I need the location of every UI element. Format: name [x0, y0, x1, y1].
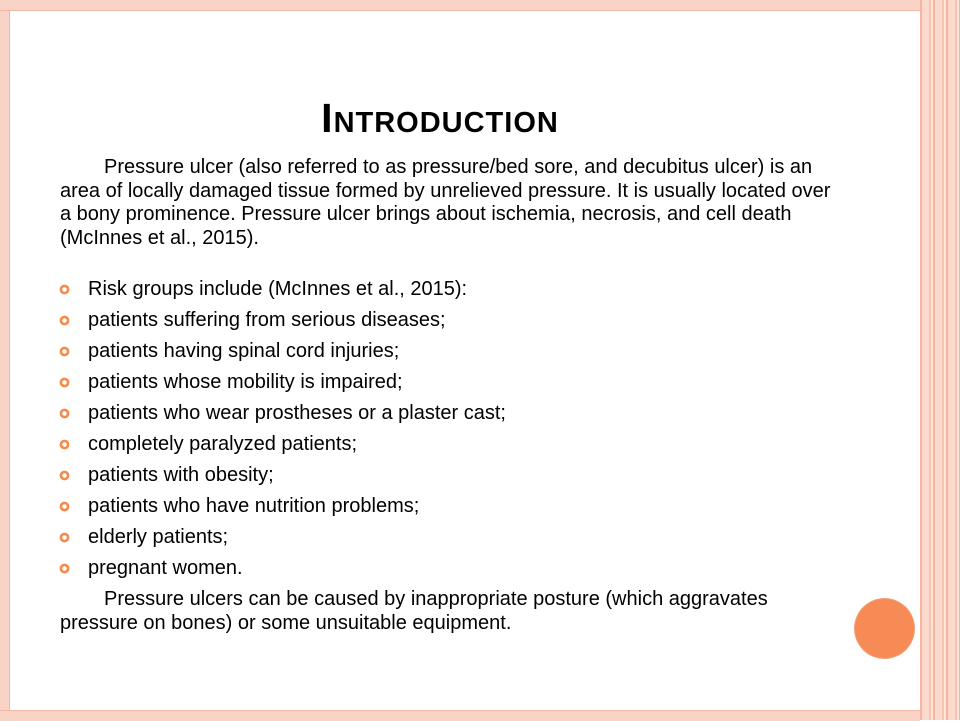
bullet-icon	[59, 501, 70, 512]
bullet-icon	[59, 284, 70, 295]
decorative-stripes	[920, 0, 960, 720]
list-item	[56, 522, 846, 553]
slide-frame-top	[0, 0, 920, 11]
list-item	[56, 460, 846, 491]
list-item	[56, 553, 846, 584]
bullet-icon	[59, 315, 70, 326]
list-item	[56, 367, 846, 398]
intro-paragraph: Pressure ulcer (also referred to as pressure/bed sore, and decubitus ulcer) is an area of locally damaged tissue formed by unrelieved pressure. It is usually located over a bony prominence. Pressure ulcer brings about ischemia, necrosis, and cell death (McInnes et al., 2015).	[60, 156, 831, 249]
bullet-icon	[59, 346, 70, 357]
list-item-text: patients who wear prostheses or a plaster cast;	[88, 402, 506, 424]
bullet-icon	[59, 470, 70, 481]
list-item-text: patients having spinal cord injuries;	[88, 340, 400, 362]
list-item	[56, 305, 846, 336]
list-item-text: Risk groups include (McInnes et al., 2015):	[88, 278, 468, 300]
decorative-circle	[855, 599, 914, 658]
list-item	[56, 491, 846, 522]
list-item-text: pregnant women.	[88, 557, 243, 579]
list-item-text: patients whose mobility is impaired;	[88, 371, 403, 393]
bullet-icon	[59, 563, 70, 574]
list-item-text: patients who have nutrition problems;	[88, 495, 420, 517]
bullet-icon	[59, 408, 70, 419]
list-item-text: patients with obesity;	[88, 464, 274, 486]
slide-frame-bottom	[0, 710, 920, 721]
list-item-text: completely paralyzed patients;	[88, 433, 358, 455]
list-item	[56, 398, 846, 429]
bullet-icon	[59, 439, 70, 450]
list-item	[56, 274, 846, 305]
list-item-text: patients suffering from serious diseases;	[88, 309, 446, 331]
list-item	[56, 336, 846, 367]
bullet-icon	[59, 532, 70, 543]
slide-title: Introduction	[321, 95, 559, 141]
list-item	[56, 429, 846, 460]
closing-paragraph: Pressure ulcers can be caused by inappropriate posture (which aggravates pressure on bones) or some unsuitable equipment.	[60, 588, 768, 634]
bullet-icon	[59, 377, 70, 388]
risk-groups-list	[56, 274, 846, 584]
list-item-text: elderly patients;	[88, 526, 229, 548]
